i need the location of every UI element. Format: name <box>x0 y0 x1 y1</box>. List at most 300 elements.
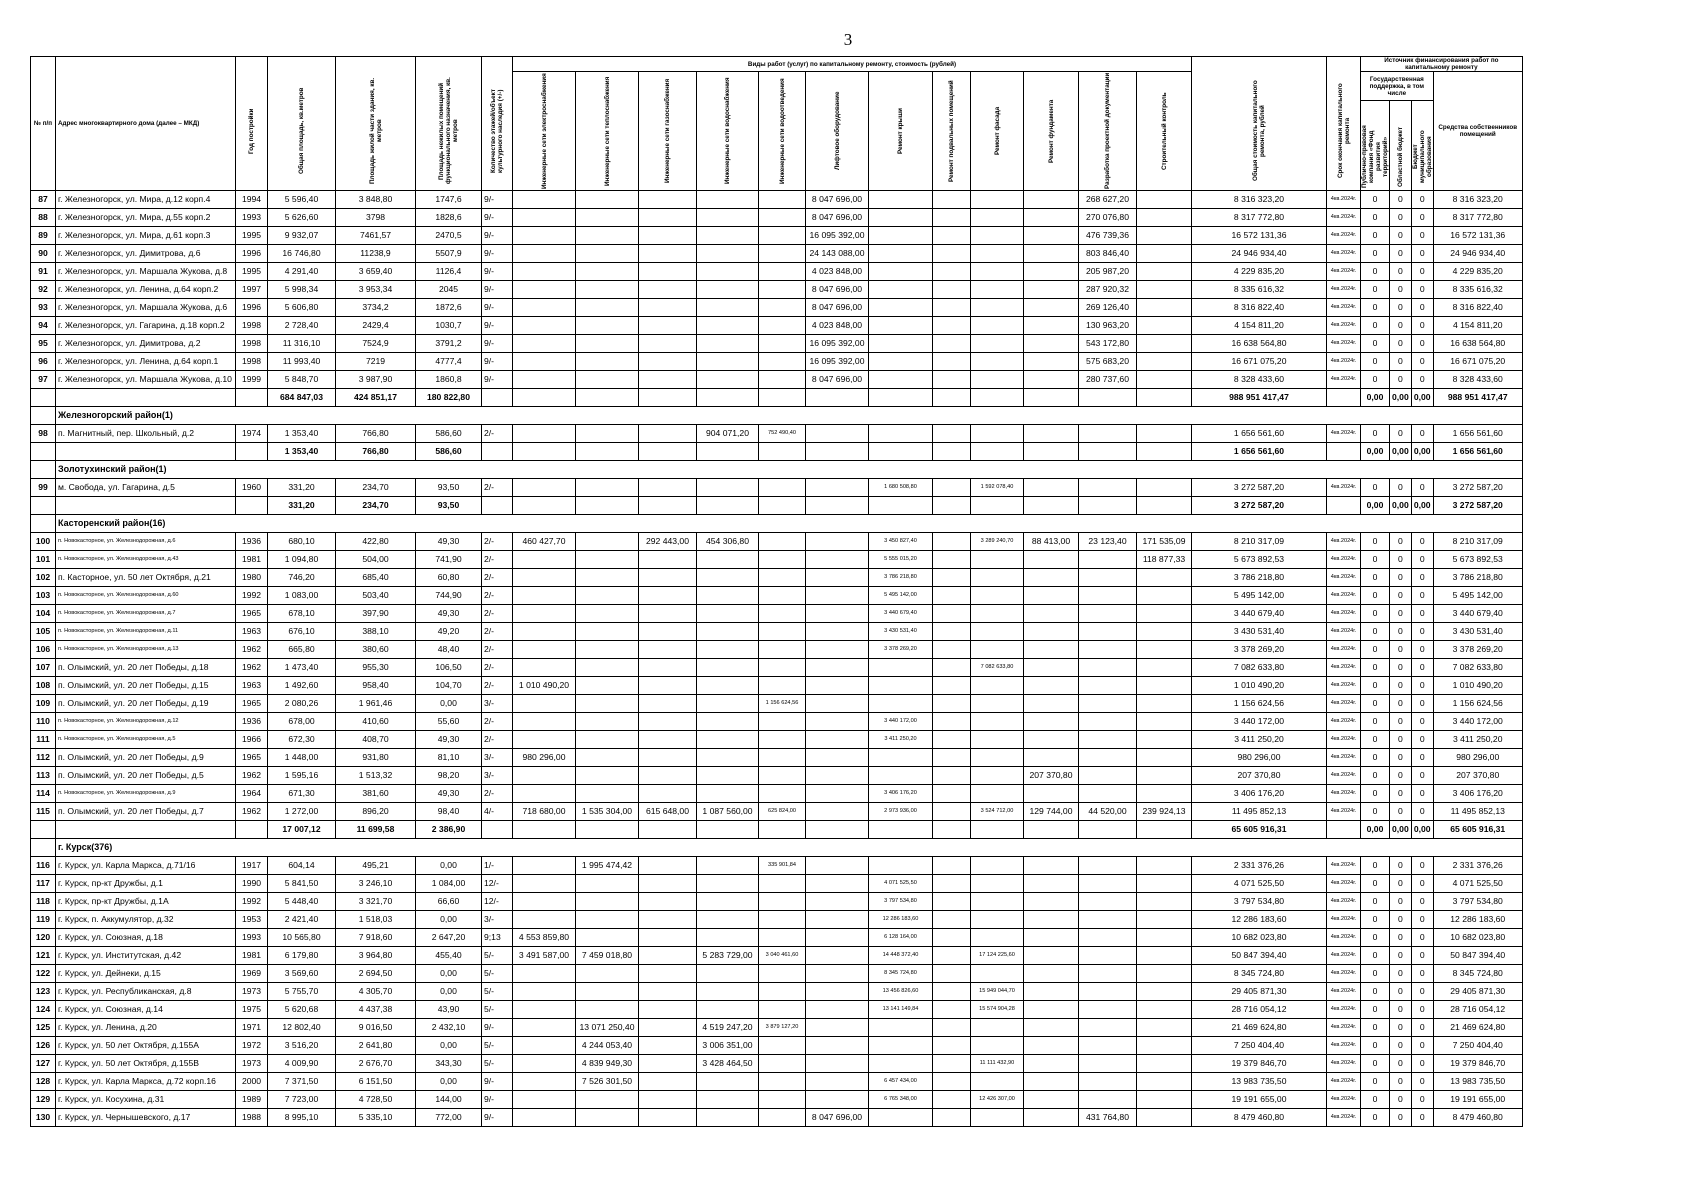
cell-gas <box>639 443 697 461</box>
cell-tot: 4 154 811,20 <box>1192 317 1327 335</box>
cell-l: 381,60 <box>336 785 416 803</box>
cell-p1: 0 <box>1361 227 1390 245</box>
cell-f: 5/- <box>482 965 513 983</box>
cell-nr: 0,00 <box>416 1037 482 1055</box>
cell-dl: 4кв.2024г. <box>1327 263 1361 281</box>
cell-gas <box>639 1001 697 1019</box>
cell-a: г. Железногорск, ул. Мира, д.12 корп.4 <box>56 191 236 209</box>
cell-facade <box>971 749 1024 767</box>
cell-n: 96 <box>31 353 56 371</box>
cell-facade <box>971 263 1024 281</box>
cell-el <box>513 965 576 983</box>
cell-found: 207 370,80 <box>1024 767 1079 785</box>
cell-n: 99 <box>31 479 56 497</box>
cell-el <box>513 659 576 677</box>
cell-p2: 0 <box>1390 1019 1412 1037</box>
cell-p2: 0 <box>1390 947 1412 965</box>
cell-nr: 55,60 <box>416 713 482 731</box>
cell-n: 129 <box>31 1091 56 1109</box>
cell-p1: 0 <box>1361 551 1390 569</box>
cell-facade <box>971 551 1024 569</box>
cell-roof <box>869 659 933 677</box>
cell-control <box>1137 947 1192 965</box>
cell-roof: 5 495 142,00 <box>869 587 933 605</box>
cell-sewer <box>759 335 806 353</box>
header-work-water: Инженерные сети водоснабжения <box>697 72 759 191</box>
cell-water <box>697 299 759 317</box>
cell-p1: 0 <box>1361 1001 1390 1019</box>
cell-p2: 0 <box>1390 911 1412 929</box>
cell-facade: 17 124 225,60 <box>971 947 1024 965</box>
cell-p3: 0 <box>1411 803 1433 821</box>
cell-n: 93 <box>31 299 56 317</box>
cell-control <box>1137 857 1192 875</box>
cell-facade: 11 111 432,90 <box>971 1055 1024 1073</box>
cell-a: п. Олымский, ул. 20 лет Победы, д.18 <box>56 659 236 677</box>
cell-y: 1962 <box>236 641 268 659</box>
cell-lift <box>806 497 869 515</box>
cell-found <box>1024 227 1079 245</box>
cell-p1: 0 <box>1361 263 1390 281</box>
cell-control <box>1137 227 1192 245</box>
cell-facade <box>971 641 1024 659</box>
cell-tot: 8 316 822,40 <box>1192 299 1327 317</box>
header-src-owners: Средства собственников помещений <box>1433 72 1522 191</box>
cell-l: 11 699,58 <box>336 821 416 839</box>
cell-dl: 4кв.2024г. <box>1327 641 1361 659</box>
cell-own: 3 272 587,20 <box>1433 497 1522 515</box>
cell-n: 103 <box>31 587 56 605</box>
cell-el <box>513 731 576 749</box>
cell-design <box>1079 1037 1137 1055</box>
cell-a <box>56 821 236 839</box>
section-cell-empty <box>31 839 56 857</box>
cell-gas <box>639 353 697 371</box>
cell-water <box>697 695 759 713</box>
cell-found <box>1024 389 1079 407</box>
cell-y: 1990 <box>236 875 268 893</box>
table-body <box>31 191 1523 1127</box>
cell-facade: 12 426 307,00 <box>971 1091 1024 1109</box>
cell-p3: 0 <box>1411 929 1433 947</box>
cell-p1: 0 <box>1361 731 1390 749</box>
cell-gas <box>639 299 697 317</box>
cell-l: 2429,4 <box>336 317 416 335</box>
table-row <box>31 587 1523 605</box>
cell-el <box>513 623 576 641</box>
cell-nr: 2045 <box>416 281 482 299</box>
cell-control <box>1137 1037 1192 1055</box>
section-title: Касторенский район(16) <box>56 515 1523 533</box>
cell-heat <box>576 1109 639 1127</box>
cell-facade <box>971 695 1024 713</box>
table-row <box>31 1019 1523 1037</box>
cell-gas <box>639 389 697 407</box>
cell-base <box>933 1019 971 1037</box>
cell-lift: 24 143 088,00 <box>806 245 869 263</box>
cell-el <box>513 209 576 227</box>
cell-design <box>1079 731 1137 749</box>
cell-water <box>697 1001 759 1019</box>
cell-a: г. Курск, ул. Союзная, д.18 <box>56 929 236 947</box>
cell-sewer <box>759 1037 806 1055</box>
cell-lift: 16 095 392,00 <box>806 335 869 353</box>
cell-y: 1973 <box>236 1055 268 1073</box>
cell-facade <box>971 929 1024 947</box>
cell-a: г. Курск, ул. Ленина, д.20 <box>56 1019 236 1037</box>
cell-nr: 0,00 <box>416 965 482 983</box>
cell-nr: 66,60 <box>416 893 482 911</box>
cell-l: 2 676,70 <box>336 1055 416 1073</box>
cell-nr: 0,00 <box>416 911 482 929</box>
cell-heat <box>576 371 639 389</box>
cell-el <box>513 425 576 443</box>
cell-p2: 0 <box>1390 479 1412 497</box>
cell-heat <box>576 731 639 749</box>
cell-p1: 0 <box>1361 659 1390 677</box>
cell-l: 3 953,34 <box>336 281 416 299</box>
cell-s: 8 995,10 <box>268 1109 336 1127</box>
cell-p1: 0,00 <box>1361 821 1390 839</box>
cell-heat <box>576 965 639 983</box>
cell-gas <box>639 641 697 659</box>
cell-l: 2 641,80 <box>336 1037 416 1055</box>
cell-p2: 0 <box>1390 749 1412 767</box>
cell-nr: 49,30 <box>416 605 482 623</box>
cell-p3: 0 <box>1411 785 1433 803</box>
cell-roof: 8 345 724,80 <box>869 965 933 983</box>
cell-p2: 0 <box>1390 857 1412 875</box>
cell-roof <box>869 371 933 389</box>
cell-tot: 980 296,00 <box>1192 749 1327 767</box>
cell-el <box>513 245 576 263</box>
cell-dl: 4кв.2024г. <box>1327 767 1361 785</box>
cell-a: г. Курск, ул. Дейнеки, д.15 <box>56 965 236 983</box>
cell-p1: 0 <box>1361 695 1390 713</box>
cell-lift <box>806 1001 869 1019</box>
cell-lift <box>806 1091 869 1109</box>
cell-p3: 0 <box>1411 1073 1433 1091</box>
cell-el <box>513 389 576 407</box>
cell-base <box>933 929 971 947</box>
cell-n: 105 <box>31 623 56 641</box>
cell-s: 5 998,34 <box>268 281 336 299</box>
cell-a: п. Новокасторное, ул. Железнодорожная, д.11 <box>56 623 236 641</box>
cell-a <box>56 497 236 515</box>
cell-roof: 3 430 531,40 <box>869 623 933 641</box>
cell-design: 803 846,40 <box>1079 245 1137 263</box>
cell-l: 6 151,50 <box>336 1073 416 1091</box>
cell-control <box>1137 929 1192 947</box>
cell-found <box>1024 785 1079 803</box>
cell-sewer <box>759 227 806 245</box>
cell-gas <box>639 425 697 443</box>
cell-found <box>1024 299 1079 317</box>
cell-l: 766,80 <box>336 425 416 443</box>
cell-p3: 0 <box>1411 659 1433 677</box>
cell-gas <box>639 587 697 605</box>
cell-nr: 0,00 <box>416 1073 482 1091</box>
cell-l: 1 513,32 <box>336 767 416 785</box>
cell-water: 1 087 560,00 <box>697 803 759 821</box>
cell-base <box>933 569 971 587</box>
cell-tot: 207 370,80 <box>1192 767 1327 785</box>
cell-base <box>933 749 971 767</box>
cell-sewer <box>759 1001 806 1019</box>
cell-nr: 0,00 <box>416 983 482 1001</box>
cell-l: 4 437,38 <box>336 1001 416 1019</box>
cell-y: 1973 <box>236 983 268 1001</box>
cell-control <box>1137 785 1192 803</box>
cell-tot: 8 345 724,80 <box>1192 965 1327 983</box>
cell-own: 3 786 218,80 <box>1433 569 1522 587</box>
cell-found <box>1024 497 1079 515</box>
cell-n: 120 <box>31 929 56 947</box>
cell-design: 269 126,40 <box>1079 299 1137 317</box>
cell-p3: 0,00 <box>1411 821 1433 839</box>
cell-heat: 4 244 053,40 <box>576 1037 639 1055</box>
cell-base <box>933 875 971 893</box>
cell-roof: 6 457 434,00 <box>869 1073 933 1091</box>
cell-p1: 0 <box>1361 857 1390 875</box>
table-row <box>31 227 1523 245</box>
cell-y: 2000 <box>236 1073 268 1091</box>
cell-f: 2/- <box>482 713 513 731</box>
cell-p2: 0 <box>1390 587 1412 605</box>
header-num: № п/п <box>31 57 56 191</box>
cell-heat <box>576 1091 639 1109</box>
header-work-design: Разработка проектной документации <box>1079 72 1137 191</box>
cell-p3: 0 <box>1411 281 1433 299</box>
cell-design <box>1079 623 1137 641</box>
cell-lift <box>806 947 869 965</box>
cell-dl: 4кв.2024г. <box>1327 983 1361 1001</box>
cell-design: 476 739,36 <box>1079 227 1137 245</box>
cell-p1: 0 <box>1361 1073 1390 1091</box>
cell-y: 1981 <box>236 947 268 965</box>
cell-tot: 8 316 323,20 <box>1192 191 1327 209</box>
cell-sewer <box>759 245 806 263</box>
cell-found <box>1024 443 1079 461</box>
cell-base <box>933 1073 971 1091</box>
cell-p2: 0 <box>1390 713 1412 731</box>
table-row <box>31 371 1523 389</box>
cell-n: 126 <box>31 1037 56 1055</box>
cell-nr: 1747,6 <box>416 191 482 209</box>
cell-design: 23 123,40 <box>1079 533 1137 551</box>
cell-roof <box>869 695 933 713</box>
cell-l: 958,40 <box>336 677 416 695</box>
table-row <box>31 569 1523 587</box>
cell-tot: 13 983 735,50 <box>1192 1073 1327 1091</box>
cell-a: п. Магнитный, пер. Школьный, д.2 <box>56 425 236 443</box>
cell-water <box>697 731 759 749</box>
table-row <box>31 605 1523 623</box>
cell-nr: 0,00 <box>416 857 482 875</box>
cell-lift: 4 023 848,00 <box>806 263 869 281</box>
cell-facade <box>971 371 1024 389</box>
cell-control <box>1137 335 1192 353</box>
cell-f: 9/- <box>482 281 513 299</box>
cell-sewer <box>759 371 806 389</box>
subtotal-row <box>31 821 1523 839</box>
cell-own: 3 797 534,80 <box>1433 893 1522 911</box>
cell-n: 110 <box>31 713 56 731</box>
cell-found <box>1024 947 1079 965</box>
cell-y: 1999 <box>236 371 268 389</box>
cell-lift <box>806 659 869 677</box>
cell-l: 380,60 <box>336 641 416 659</box>
cell-gas <box>639 497 697 515</box>
cell-base <box>933 425 971 443</box>
header-year: Год постройки <box>236 57 268 191</box>
cell-el <box>513 1037 576 1055</box>
cell-roof: 13 456 826,60 <box>869 983 933 1001</box>
cell-roof: 3 440 679,40 <box>869 605 933 623</box>
cell-l: 9 016,50 <box>336 1019 416 1037</box>
cell-p1: 0 <box>1361 749 1390 767</box>
cell-y: 1972 <box>236 1037 268 1055</box>
capital-repair-table <box>30 56 1523 1127</box>
cell-n: 111 <box>31 731 56 749</box>
cell-s: 331,20 <box>268 497 336 515</box>
cell-nr: 98,20 <box>416 767 482 785</box>
cell-s: 680,10 <box>268 533 336 551</box>
cell-control <box>1137 731 1192 749</box>
cell-tot: 1 656 561,60 <box>1192 443 1327 461</box>
cell-tot: 65 605 916,31 <box>1192 821 1327 839</box>
page-number: 3 <box>843 30 853 49</box>
cell-water <box>697 245 759 263</box>
cell-roof <box>869 335 933 353</box>
cell-l: 7524,9 <box>336 335 416 353</box>
cell-l: 3734,2 <box>336 299 416 317</box>
cell-f: 5/- <box>482 1055 513 1073</box>
cell-nr: 60,80 <box>416 569 482 587</box>
cell-el <box>513 281 576 299</box>
cell-p1: 0,00 <box>1361 389 1390 407</box>
cell-heat: 4 839 949,30 <box>576 1055 639 1073</box>
cell-own: 19 191 655,00 <box>1433 1091 1522 1109</box>
cell-own: 10 682 023,80 <box>1433 929 1522 947</box>
cell-own: 8 328 433,60 <box>1433 371 1522 389</box>
cell-lift <box>806 389 869 407</box>
cell-found <box>1024 695 1079 713</box>
cell-l: 931,80 <box>336 749 416 767</box>
section-cell-empty <box>31 407 56 425</box>
cell-el <box>513 1001 576 1019</box>
cell-heat <box>576 335 639 353</box>
cell-s: 5 626,60 <box>268 209 336 227</box>
cell-lift <box>806 965 869 983</box>
cell-nr: 586,60 <box>416 443 482 461</box>
cell-design: 44 520,00 <box>1079 803 1137 821</box>
cell-y: 1998 <box>236 317 268 335</box>
cell-control <box>1137 1109 1192 1127</box>
cell-tot: 3 411 250,20 <box>1192 731 1327 749</box>
cell-lift <box>806 875 869 893</box>
cell-l: 5 335,10 <box>336 1109 416 1127</box>
cell-own: 28 716 054,12 <box>1433 1001 1522 1019</box>
cell-design <box>1079 1001 1137 1019</box>
cell-heat <box>576 245 639 263</box>
cell-s: 1 353,40 <box>268 425 336 443</box>
cell-f: 1/- <box>482 857 513 875</box>
cell-facade <box>971 227 1024 245</box>
cell-a: п. Новокасторное, ул. Железнодорожная, д.5 <box>56 731 236 749</box>
cell-water <box>697 335 759 353</box>
cell-l: 955,30 <box>336 659 416 677</box>
cell-s: 5 620,68 <box>268 1001 336 1019</box>
cell-a: п. Олымский, ул. 20 лет Победы, д.19 <box>56 695 236 713</box>
cell-roof <box>869 1019 933 1037</box>
cell-a: г. Железногорск, ул. Ленина, д.64 корп.2 <box>56 281 236 299</box>
cell-dl <box>1327 497 1361 515</box>
cell-n: 109 <box>31 695 56 713</box>
cell-gas <box>639 677 697 695</box>
table-row <box>31 857 1523 875</box>
cell-dl: 4кв.2024г. <box>1327 803 1361 821</box>
cell-heat <box>576 497 639 515</box>
cell-roof <box>869 749 933 767</box>
cell-own: 8 479 460,80 <box>1433 1109 1522 1127</box>
cell-p3: 0 <box>1411 1001 1433 1019</box>
cell-s: 5 606,80 <box>268 299 336 317</box>
cell-sewer <box>759 299 806 317</box>
cell-a <box>56 443 236 461</box>
header-area-total: Общая площадь, кв.метров <box>268 57 336 191</box>
cell-y: 1965 <box>236 605 268 623</box>
cell-y: 1992 <box>236 587 268 605</box>
cell-roof <box>869 389 933 407</box>
cell-design <box>1079 821 1137 839</box>
cell-n: 107 <box>31 659 56 677</box>
cell-water: 3 006 351,00 <box>697 1037 759 1055</box>
cell-l: 3 987,90 <box>336 371 416 389</box>
cell-lift: 8 047 696,00 <box>806 281 869 299</box>
cell-s: 684 847,03 <box>268 389 336 407</box>
cell-sewer <box>759 713 806 731</box>
cell-found <box>1024 929 1079 947</box>
cell-gas <box>639 1073 697 1091</box>
cell-y: 1963 <box>236 623 268 641</box>
cell-s: 11 993,40 <box>268 353 336 371</box>
cell-base <box>933 1037 971 1055</box>
cell-lift <box>806 767 869 785</box>
cell-control <box>1137 569 1192 587</box>
cell-nr: 2470,5 <box>416 227 482 245</box>
cell-tot: 3 272 587,20 <box>1192 479 1327 497</box>
table-row <box>31 1001 1523 1019</box>
cell-nr: 343,30 <box>416 1055 482 1073</box>
cell-control <box>1137 695 1192 713</box>
cell-control <box>1137 353 1192 371</box>
cell-sewer <box>759 1073 806 1091</box>
cell-s: 672,30 <box>268 731 336 749</box>
header-work-electric: Инженерные сети электроснабжения <box>513 72 576 191</box>
cell-heat <box>576 785 639 803</box>
cell-f: 2/- <box>482 587 513 605</box>
cell-found <box>1024 245 1079 263</box>
cell-lift <box>806 479 869 497</box>
cell-roof: 12 286 183,60 <box>869 911 933 929</box>
cell-nr: 1030,7 <box>416 317 482 335</box>
cell-nr: 49,30 <box>416 731 482 749</box>
cell-n: 95 <box>31 335 56 353</box>
cell-facade <box>971 569 1024 587</box>
cell-s: 1 492,60 <box>268 677 336 695</box>
cell-control <box>1137 245 1192 263</box>
